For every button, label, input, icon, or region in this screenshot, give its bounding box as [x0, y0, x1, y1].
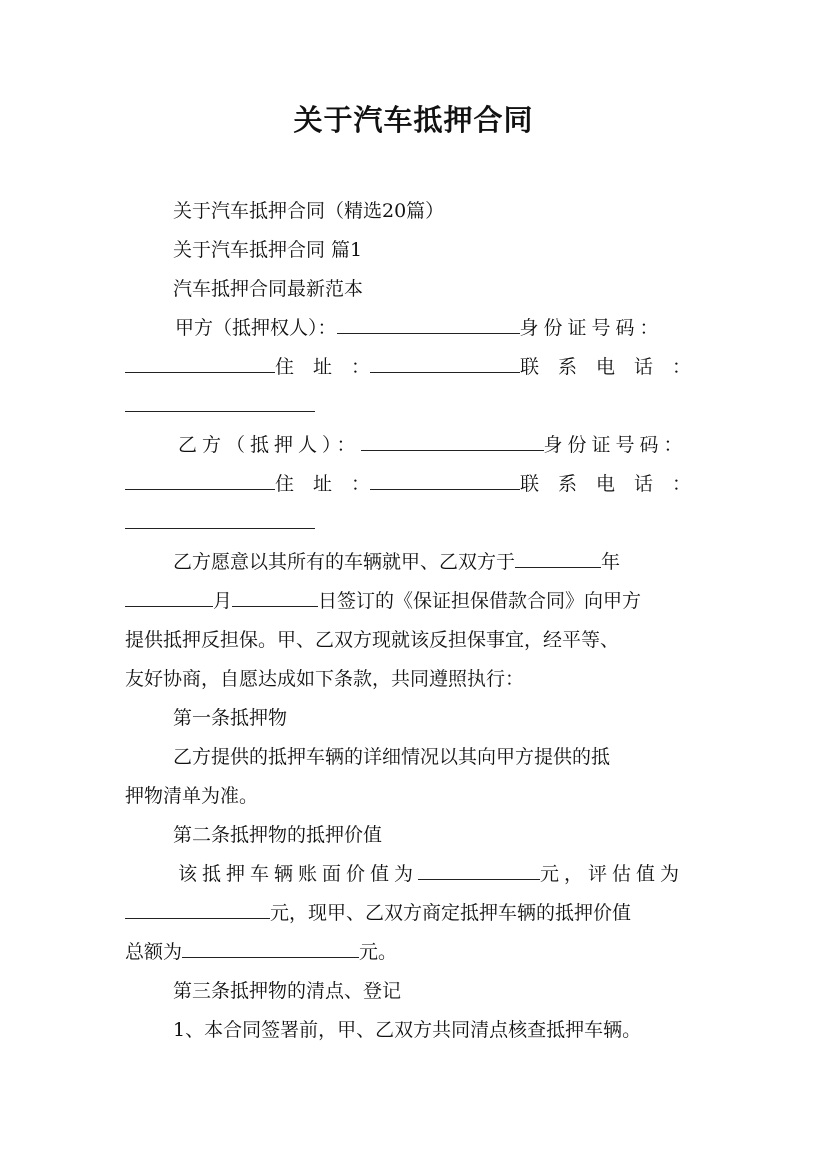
article-3-heading: 第三条抵押物的清点、登记: [173, 980, 402, 1002]
party-b-phone-blank: [125, 510, 315, 529]
party-a-phone-label: 联 系 电 话 ：: [519, 356, 691, 378]
article-2-text-3a: 总额为: [125, 941, 183, 963]
article-2-text-3b: 元。: [359, 941, 398, 963]
party-a-address-label: 住 址 ：: [274, 356, 370, 378]
article-2-book-value-blank: [418, 861, 540, 880]
intro-text-2b: 日签订的《保证担保借款合同》向甲方: [318, 590, 642, 612]
section-heading: 关于汽车抵押合同 篇1: [173, 239, 363, 261]
article-2-appraisal-blank: [125, 900, 270, 919]
party-b-id-label: 身份证号码：: [543, 434, 688, 456]
party-b-label: 乙方（抵押人）：: [178, 434, 361, 456]
template-heading: 汽车抵押合同最新范本: [173, 278, 364, 300]
intro-line-1: [173, 549, 703, 575]
party-a-id-label: 身份证号码：: [519, 317, 664, 339]
article-1-heading: 第一条抵押物: [173, 707, 288, 729]
article-2-line-1: [178, 861, 708, 887]
intro-line-4: 友好协商，自愿达成如下条款，共同遵照执行：: [125, 668, 525, 690]
party-b-address-label: 住 址 ：: [274, 473, 370, 495]
party-b-address-row: [125, 471, 691, 497]
party-a-address-row: [125, 354, 691, 380]
subtitle: 关于汽车抵押合同（精选20篇）: [173, 200, 445, 222]
article-2-text-2a: 元，现甲、乙双方商定抵押车辆的抵押价值: [270, 902, 632, 924]
party-b-phone-row: [125, 510, 715, 536]
article-2-text-1a: 该抵押车辆账面价值为: [178, 863, 419, 885]
party-a-label: 甲方（抵押权人）：: [175, 317, 337, 339]
party-b-phone-label: 联 系 电 话 ：: [519, 473, 691, 495]
intro-line-2: [125, 588, 715, 614]
intro-day-blank: [232, 588, 318, 607]
article-2-line-2: [125, 900, 715, 926]
article-1-line-1: 乙方提供的抵押车辆的详细情况以其向甲方提供的抵: [173, 746, 611, 768]
intro-text-1b: 年: [601, 551, 621, 573]
party-a-address-blank: [370, 354, 520, 373]
intro-line-3: 提供抵押反担保。甲、乙双方现就该反担保事宜，经平等、: [125, 629, 620, 651]
article-1-line-2: 押物清单为准。: [125, 785, 259, 807]
article-3-line-1: 1、本合同签署前，甲、乙双方共同清点核查抵押车辆。: [173, 1019, 642, 1041]
party-a-name-blank: [337, 315, 520, 334]
party-b-name-blank: [361, 432, 544, 451]
article-2-total-blank: [182, 939, 359, 958]
intro-text-2a: 月: [213, 590, 233, 612]
party-b-id-blank: [125, 471, 275, 490]
party-a-phone-blank: [125, 393, 315, 412]
intro-text-1a: 乙方愿意以其所有的车辆就甲、乙双方于: [173, 551, 516, 573]
article-2-heading: 第二条抵押物的抵押价值: [173, 824, 383, 846]
party-a-phone-row: [125, 393, 715, 419]
article-2-text-1b: 元，评估值为: [540, 863, 685, 885]
document-title: 关于汽车抵押合同: [293, 103, 534, 137]
article-2-line-3: [125, 939, 715, 965]
party-a-id-blank: [125, 354, 275, 373]
party-a-row: [175, 315, 695, 341]
intro-year-blank: [515, 549, 601, 568]
intro-month-blank: [125, 588, 213, 607]
party-b-row: [178, 432, 698, 458]
party-b-address-blank: [370, 471, 520, 490]
